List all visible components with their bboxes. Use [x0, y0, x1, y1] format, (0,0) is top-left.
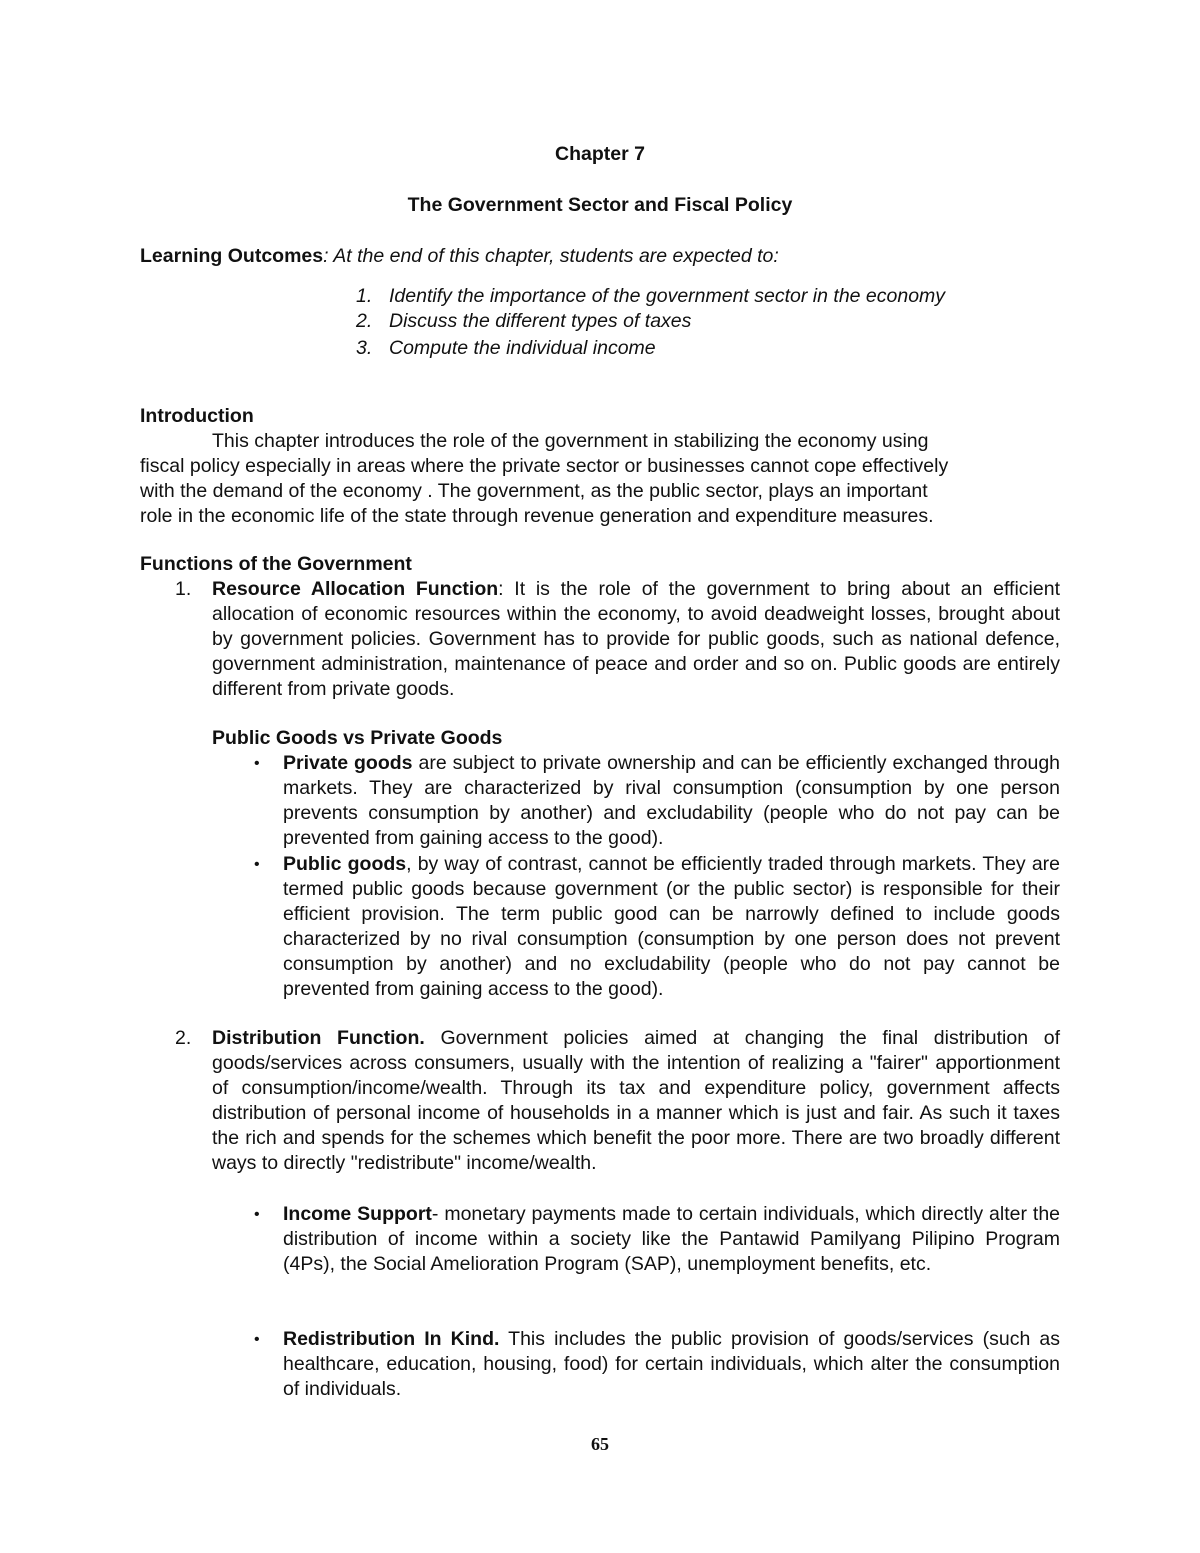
income-support-paragraph — [283, 1202, 1060, 1277]
chapter-title: The Government Sector and Fiscal Policy — [407, 194, 793, 216]
page-number: 65 — [591, 1434, 609, 1454]
function-2-text: Government policies aimed at changing the final distribution of goods/services across consumers, usually with the intention of realizing a "fairer" apportionment of consumption/income/wealth. Through its tax and expenditure policy, government affects distribution of personal income of households in a manner which is just and fair. As such it taxes the rich and spends for the schemes which benefit the poor more. There are two broadly different ways to directly "redistribute" income/wealth. — [212, 1027, 1060, 1174]
function-2-number: 2. — [175, 1027, 192, 1049]
function-1-text: : It is the role of the government to bring about an efficient allocation of economic resources within the economy, to avoid deadweight losses, brought about by government policies. Government has to provide for public goods, such as national defence, government administration, maintenance of peace and order and so on. Public goods are entirely different from private goods. — [212, 578, 1060, 700]
function-2-title: Distribution Function. — [212, 1027, 425, 1049]
redistribution-text: This includes the public provision of goods/services (such as healthcare, education, housing, food) for certain individuals, which alter the consumption of individuals. — [283, 1328, 1060, 1400]
bullet-icon: • — [254, 1206, 260, 1223]
bullet-icon: • — [254, 755, 260, 772]
redistribution-paragraph — [283, 1327, 1060, 1402]
public-goods-paragraph — [283, 852, 1060, 1002]
income-support-text: - monetary payments made to certain individuals, which directly alter the distribution of income within a society like the Pantawid Pamilyang Pilipino Program (4Ps), the Social Amelioration Program (SAP), unemployment benefits, etc. — [283, 1203, 1061, 1275]
function-1-number: 1. — [175, 578, 192, 600]
function-1-paragraph — [212, 577, 1060, 702]
outcome-item — [356, 336, 656, 361]
function-2-paragraph — [212, 1026, 1060, 1176]
bullet-icon: • — [254, 1331, 260, 1348]
outcome-number: 1. — [356, 285, 373, 307]
learning-outcomes-sep: : — [323, 245, 329, 267]
introduction-line: with the demand of the economy . The government, as the public sector, plays an important — [140, 480, 928, 502]
outcome-text: Compute the individual income — [389, 337, 656, 359]
outcome-text: Discuss the different types of taxes — [389, 310, 692, 332]
learning-outcomes-lead: At the end of this chapter, students are expected to: — [328, 245, 779, 267]
introduction-line: role in the economic life of the state through revenue generation and expenditure measures. — [140, 505, 934, 527]
outcome-item — [356, 309, 691, 334]
outcome-item — [356, 284, 945, 309]
outcome-number: 2. — [356, 310, 373, 332]
chapter-label: Chapter 7 — [555, 143, 645, 165]
function-1-title: Resource Allocation Function — [212, 578, 499, 600]
income-support-title: Income Support — [283, 1203, 432, 1225]
bullet-icon: • — [254, 856, 260, 873]
learning-outcomes — [140, 244, 779, 269]
public-goods-title: Public goods — [283, 853, 407, 875]
introduction-line: This chapter introduces the role of the government in stabilizing the economy using — [212, 430, 929, 452]
learning-outcomes-label: Learning Outcomes — [140, 245, 324, 267]
redistribution-title: Redistribution In Kind. — [283, 1328, 500, 1350]
private-goods-title: Private goods — [283, 752, 413, 774]
public-goods-text: , by way of contrast, cannot be efficiently traded through markets. They are termed public goods because government (or the public sector) is responsible for their efficient provision. The term public good can be narrowly defined to include goods characterized by no rival consumption (consumption by one person does not prevent consumption by another) and no excludability (people who do not pay cannot be prevented from gaining access to the good). — [283, 853, 1060, 1000]
introduction-heading: Introduction — [140, 405, 254, 427]
private-goods-text: are subject to private ownership and can be efficiently exchanged through markets. They are characterized by rival consumption (consumption by one person prevents consumption by another) and excludability (people who do not pay can be prevented from gaining access to the good). — [283, 752, 1061, 849]
outcome-text: Identify the importance of the government sector in the economy — [389, 285, 946, 307]
introduction-line: fiscal policy especially in areas where the private sector or businesses cannot cope effectively — [140, 455, 949, 477]
private-goods-paragraph — [283, 751, 1060, 851]
public-private-heading: Public Goods vs Private Goods — [212, 727, 503, 749]
functions-heading: Functions of the Government — [140, 553, 412, 575]
outcome-number: 3. — [356, 337, 373, 359]
